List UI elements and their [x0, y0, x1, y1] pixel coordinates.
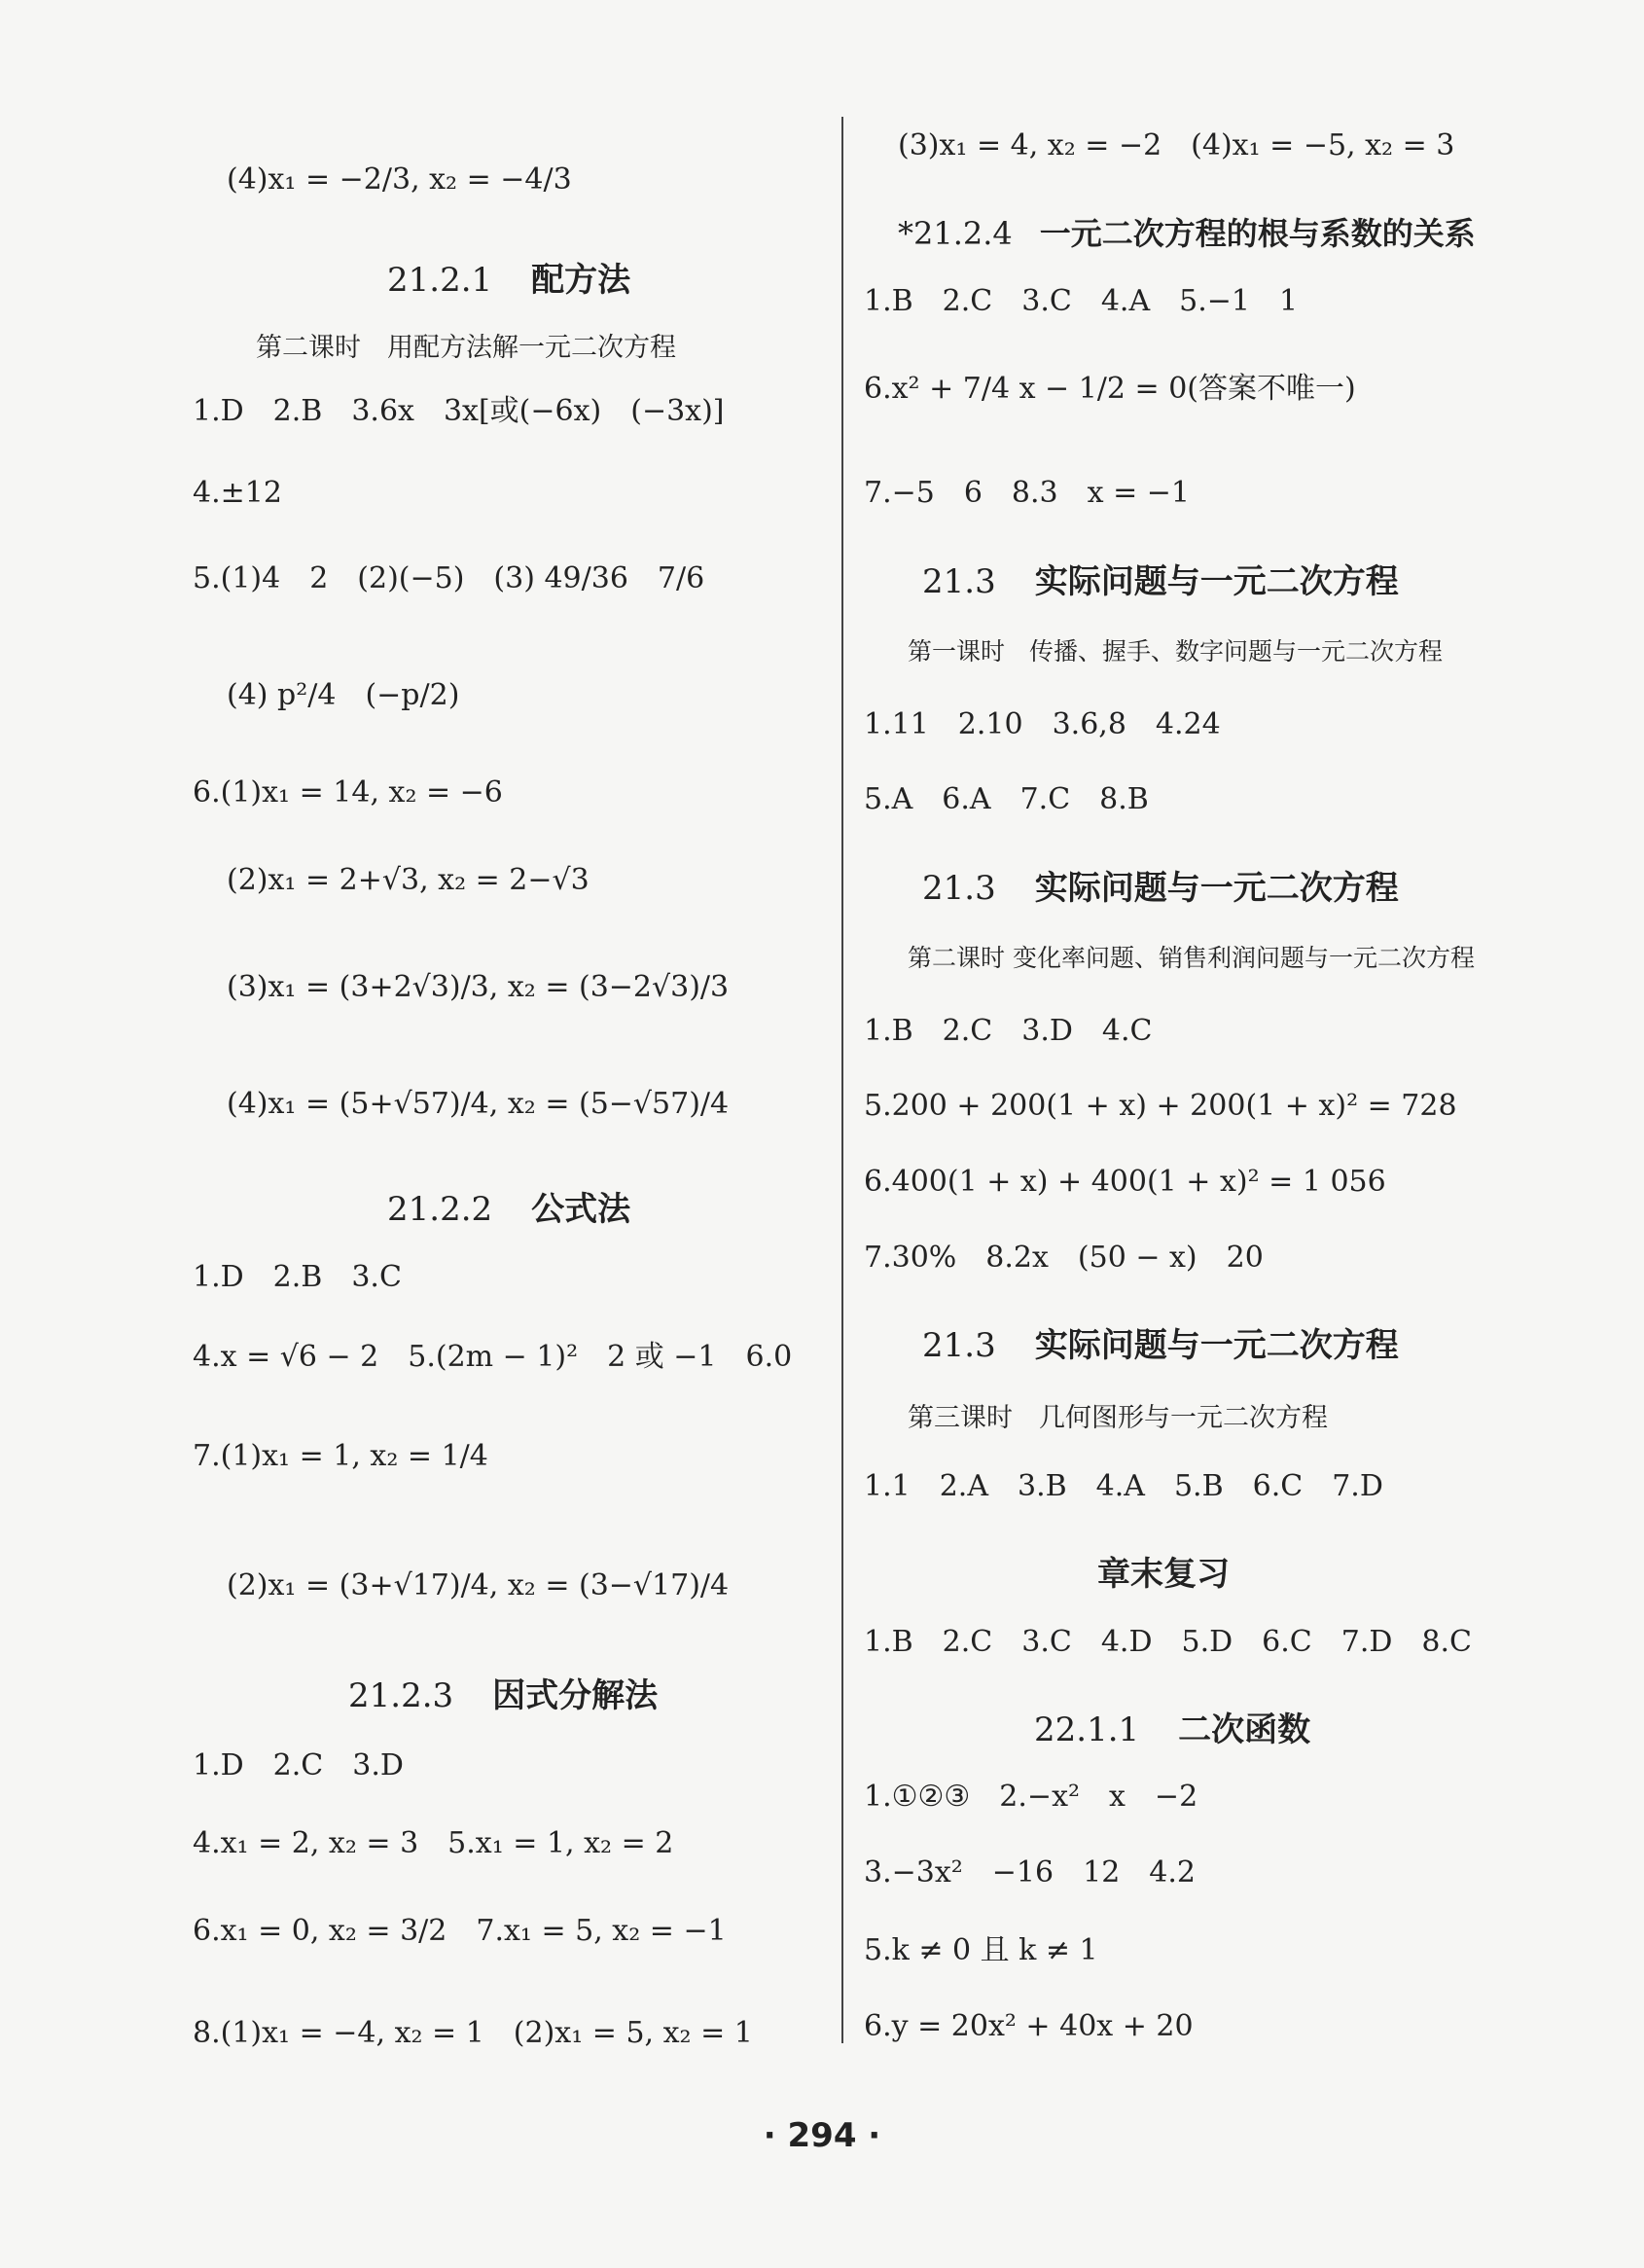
answer-line: 4.x = √6 − 2 5.(2m − 1)² 2 或 −1 6.0 [193, 1340, 793, 1374]
answer-line: 6.x₁ = 0, x₂ = 3/2 7.x₁ = 5, x₂ = −1 [193, 1914, 727, 1948]
lesson-subtitle: 第三课时 几何图形与一元二次方程 [908, 1403, 1328, 1433]
answer-line: 6.x² + 7/4 x − 1/2 = 0(答案不唯一) [864, 372, 1356, 406]
answer-line: 1.1 2.A 3.B 4.A 5.B 6.C 7.D [864, 1469, 1383, 1503]
section-title-21-2-1: 21.2.1 配方法 [387, 261, 631, 300]
answer-line: 5.200 + 200(1 + x) + 200(1 + x)² = 728 [864, 1089, 1457, 1123]
answer-line: 4.x₁ = 2, x₂ = 3 5.x₁ = 1, x₂ = 2 [193, 1826, 674, 1860]
lesson-subtitle: 第一课时 传播、握手、数字问题与一元二次方程 [908, 637, 1444, 666]
answer-line: 6.y = 20x² + 40x + 20 [864, 2009, 1194, 2043]
answer-line: 1.①②③ 2.−x² x −2 [864, 1780, 1198, 1814]
section-title-21-2-4: *21.2.4 一元二次方程的根与系数的关系 [898, 215, 1476, 252]
answer-line: 7.−5 6 8.3 x = −1 [864, 476, 1190, 510]
answer-line: (2)x₁ = (3+√17)/4, x₂ = (3−√17)/4 [227, 1568, 730, 1602]
answer-line: (4)x₁ = (5+√57)/4, x₂ = (5−√57)/4 [227, 1087, 730, 1121]
answer-line: 1.B 2.C 3.C 4.A 5.−1 1 [864, 284, 1299, 318]
answer-line: 5.A 6.A 7.C 8.B [864, 782, 1149, 816]
section-title-21-3-c: 21.3 实际问题与一元二次方程 [922, 1326, 1399, 1365]
answer-line: (3)x₁ = 4, x₂ = −2 (4)x₁ = −5, x₂ = 3 [898, 128, 1455, 162]
answer-line: 1.D 2.B 3.6x 3x[或(−6x) (−3x)] [193, 394, 725, 428]
answer-line: 7.(1)x₁ = 1, x₂ = 1/4 [193, 1439, 488, 1473]
answer-line: 1.D 2.C 3.D [193, 1748, 404, 1782]
section-title-21-3-a: 21.3 实际问题与一元二次方程 [922, 562, 1399, 601]
answer-line: 5.k ≠ 0 且 k ≠ 1 [864, 1933, 1098, 1967]
answer-line: 1.B 2.C 3.D 4.C [864, 1014, 1153, 1048]
answer-line: 6.(1)x₁ = 14, x₂ = −6 [193, 775, 503, 810]
lesson-subtitle: 第二课时 变化率问题、销售利润问题与一元二次方程 [908, 944, 1475, 972]
answer-line: 8.(1)x₁ = −4, x₂ = 1 (2)x₁ = 5, x₂ = 1 [193, 2016, 753, 2050]
section-title-21-3-b: 21.3 实际问题与一元二次方程 [922, 869, 1399, 908]
lesson-subtitle: 第二课时 用配方法解一元二次方程 [256, 333, 676, 363]
answer-line: (2)x₁ = 2+√3, x₂ = 2−√3 [227, 863, 590, 897]
answer-line: 1.11 2.10 3.6,8 4.24 [864, 707, 1221, 741]
section-title-21-2-3: 21.2.3 因式分解法 [348, 1676, 659, 1715]
answer-line: 4.±12 [193, 476, 282, 510]
answer-line: 1.D 2.B 3.C [193, 1260, 402, 1294]
page-number: · 294 · [763, 2116, 881, 2155]
answer-line: (4)x₁ = −2/3, x₂ = −4/3 [227, 162, 572, 197]
answer-line: 7.30% 8.2x (50 − x) 20 [864, 1241, 1264, 1275]
column-divider [841, 117, 843, 2043]
answer-line: (3)x₁ = (3+2√3)/3, x₂ = (3−2√3)/3 [227, 970, 730, 1004]
answer-line: 3.−3x² −16 12 4.2 [864, 1855, 1196, 1890]
answer-line: 6.400(1 + x) + 400(1 + x)² = 1 056 [864, 1165, 1386, 1199]
answer-line: 5.(1)4 2 (2)(−5) (3) 49/36 7/6 [193, 561, 705, 595]
section-title-22-1-1: 22.1.1 二次函数 [1034, 1710, 1311, 1749]
section-title-chapter-review: 章末复习 [1097, 1555, 1230, 1594]
section-title-21-2-2: 21.2.2 公式法 [387, 1190, 631, 1229]
answer-line: (4) p²/4 (−p/2) [227, 678, 460, 712]
answer-line: 1.B 2.C 3.C 4.D 5.D 6.C 7.D 8.C [864, 1625, 1473, 1659]
